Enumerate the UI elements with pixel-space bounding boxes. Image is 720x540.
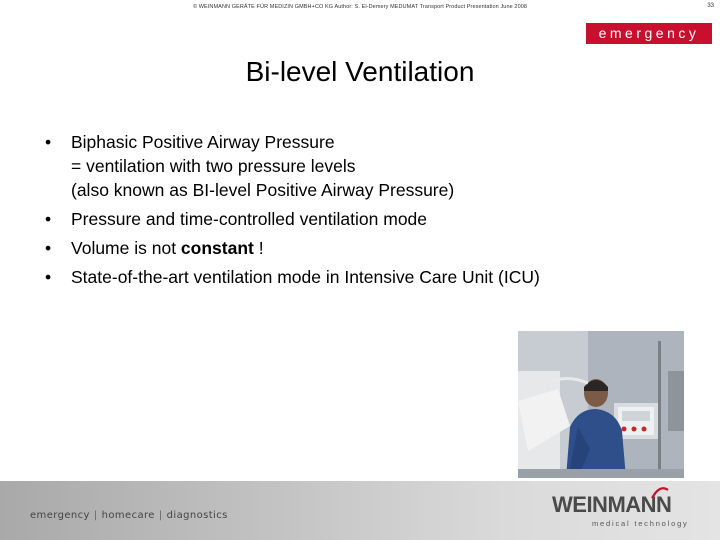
bullet-text: Volume is not (71, 238, 181, 258)
icu-photo-illustration (518, 331, 684, 478)
header-copyright: © WEINMANN GERÄTE FÜR MEDIZIN GMBH+CO KG Author: S. El-Demery MEDUMAT Transport Product Presentation June 2008 (192, 4, 528, 10)
bullet-line (71, 236, 685, 260)
logo-subtitle: medical technology (592, 519, 689, 528)
emergency-badge: emergency (586, 23, 712, 44)
footer-tagline (30, 510, 228, 521)
bullet-item (45, 236, 685, 260)
bullet-line: • Pressure and time-controlled ventilation mode (71, 209, 428, 229)
tagline-emergency: emergency (30, 510, 90, 521)
page-number: 33 (707, 3, 714, 9)
bullet-item (45, 265, 685, 289)
logo-swoosh-icon (650, 486, 670, 500)
bullet-list (45, 130, 685, 294)
bullet-item (45, 207, 685, 231)
tagline-homecare: homecare (101, 510, 155, 521)
logo-wordmark: WEINMANN (552, 492, 672, 517)
bullet-item (45, 130, 685, 202)
slide-title: Bi-level Ventilation (245, 56, 475, 87)
weinmann-logo (552, 492, 690, 532)
bullet-line: • State-of-the-art ventilation mode in Intensive Care Unit (ICU) (71, 267, 540, 287)
tagline-separator: | (93, 510, 98, 521)
icu-photo (518, 331, 684, 478)
tagline-diagnostics: diagnostics (166, 510, 228, 521)
bullet-bold-text: constant (180, 238, 254, 258)
bullet-text: ! (253, 238, 264, 258)
bullet-line: (also known as BI-level Positive Airway Pressure) (71, 180, 455, 200)
bullet-line: = ventilation with two pressure levels (71, 156, 356, 176)
tagline-separator: | (158, 510, 163, 521)
bullet-line: • Biphasic Positive Airway Pressure (71, 132, 335, 152)
